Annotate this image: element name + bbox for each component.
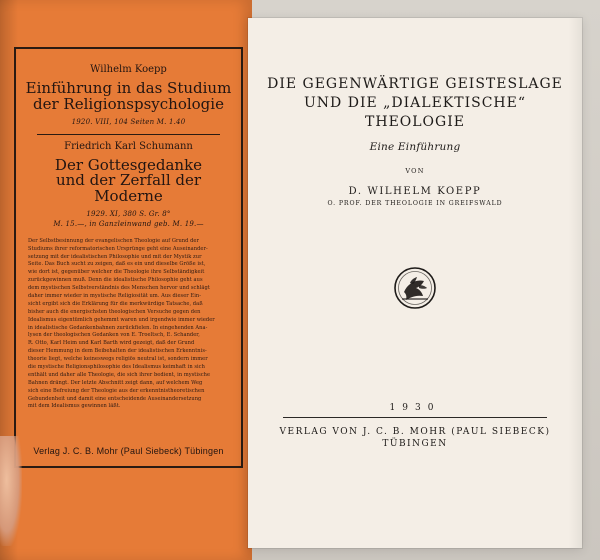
left-meta-1: 1920. VIII, 104 Seiten M. 1.40	[71, 117, 186, 126]
right-title-page	[248, 18, 582, 548]
left-thumb	[0, 436, 22, 546]
right-title-line-2: UND DIE „DIALEKTISCHE“	[304, 95, 526, 111]
right-author-role: O. PROF. DER THEOLOGIE IN GREIFSWALD	[327, 200, 503, 207]
left-title-1-line-1: Einführung in das Studium	[25, 79, 232, 97]
right-author: D. WILHELM KOEPP	[348, 186, 482, 197]
left-title-2-line-1: Der Gottesgedanke	[54, 155, 203, 174]
left-publisher: Verlag J. C. B. Mohr (Paul Siebeck) Tübingen	[33, 446, 224, 456]
right-publisher-line-2: TÜBINGEN	[382, 439, 448, 449]
publisher-mark	[248, 265, 582, 313]
right-subtitle: Eine Einführung	[369, 141, 461, 153]
left-author-1: Wilhelm Koepp	[90, 64, 167, 75]
left-cover-content	[22, 54, 235, 462]
left-orange-cover	[0, 0, 252, 560]
left-author-2: Friedrich Karl Schumann	[64, 140, 193, 152]
right-publisher-line-1: VERLAG VON J. C. B. MOHR (PAUL SIEBECK)	[279, 427, 551, 437]
left-meta-2-line-1: 1929. XI, 380 S. Gr. 8°	[86, 209, 171, 218]
right-year: 1930	[389, 403, 441, 413]
left-title-1-line-2: der Religionspsychologie	[33, 94, 224, 113]
right-title-line-3: THEOLOGIE	[365, 114, 465, 130]
publisher-emblem-icon	[392, 265, 438, 311]
left-meta-2-line-2: M. 15.—, in Ganzleinwand geb. M. 19.—	[53, 219, 204, 228]
left-divider	[37, 134, 220, 135]
left-title-2	[22, 155, 235, 205]
right-by: VON	[405, 167, 425, 175]
right-title-page-content	[248, 18, 582, 548]
right-separator	[283, 417, 547, 418]
left-title-2-line-2: und der Zerfall der Moderne	[55, 171, 202, 205]
left-description: Der Selbstbesinnung der evangelischen Theologie auf Grund der Studiums ihrer reformatorischen Ursprünge geht eine Auseinander- setzung mit der idealistischen Philosophie und mit der Mystik zur Seite. Das Buch sucht zu zeigen, daß es ein und dieselbe Größe ist, wie dort ist, gegenüber welcher die Theologie ihre Selbständigkeit zurückgewinnen muß. Denn die idealistische Philosophie geht aus dem mystischen Selbstverständnis des Menschen hervor und schlägt daher immer wieder in mystische Religiosität um. Aus dieser Ein- sicht ergibt sich die Erklärung für die merkwürdige Tatsache, daß bisher auch die energischsten theologischen Versuche gegen den Idealismus eigentümlich gehemmt waren und irgendwie immer wieder in idealistische Gedankenbahnen zurückfielen. In eingehenden Ana- lysen der theologischen Gedanken von E. Troeltsch, E. Schander, R. Otto, Karl Heim und Karl Barth wird gezeigt, daß der Grund dieser Hemmung in dem Beibehalten der idealistischen Erkenntnis- theorie liegt, welche keineswegs religiös neutral ist, sondern immer die mystische Religionsphilosophie des Idealismus keimhaft in sich enthält und daher alle Theologie, die sich ihrer bedient, in mystische Bahnen drängt. Der letzte Abschnitt zeigt dann, auf welchem Weg sich eine Befreiung der Theologie aus der erkenntnistheoretischen Gebundenheit und damit eine entscheidende Auseinandersetzung mit dem Idealismus gewinnen läßt.	[28, 237, 215, 410]
left-title-1	[22, 81, 235, 113]
right-title-line-1: DIE GEGENWÄRTIGE GEISTESLAGE	[267, 76, 563, 92]
